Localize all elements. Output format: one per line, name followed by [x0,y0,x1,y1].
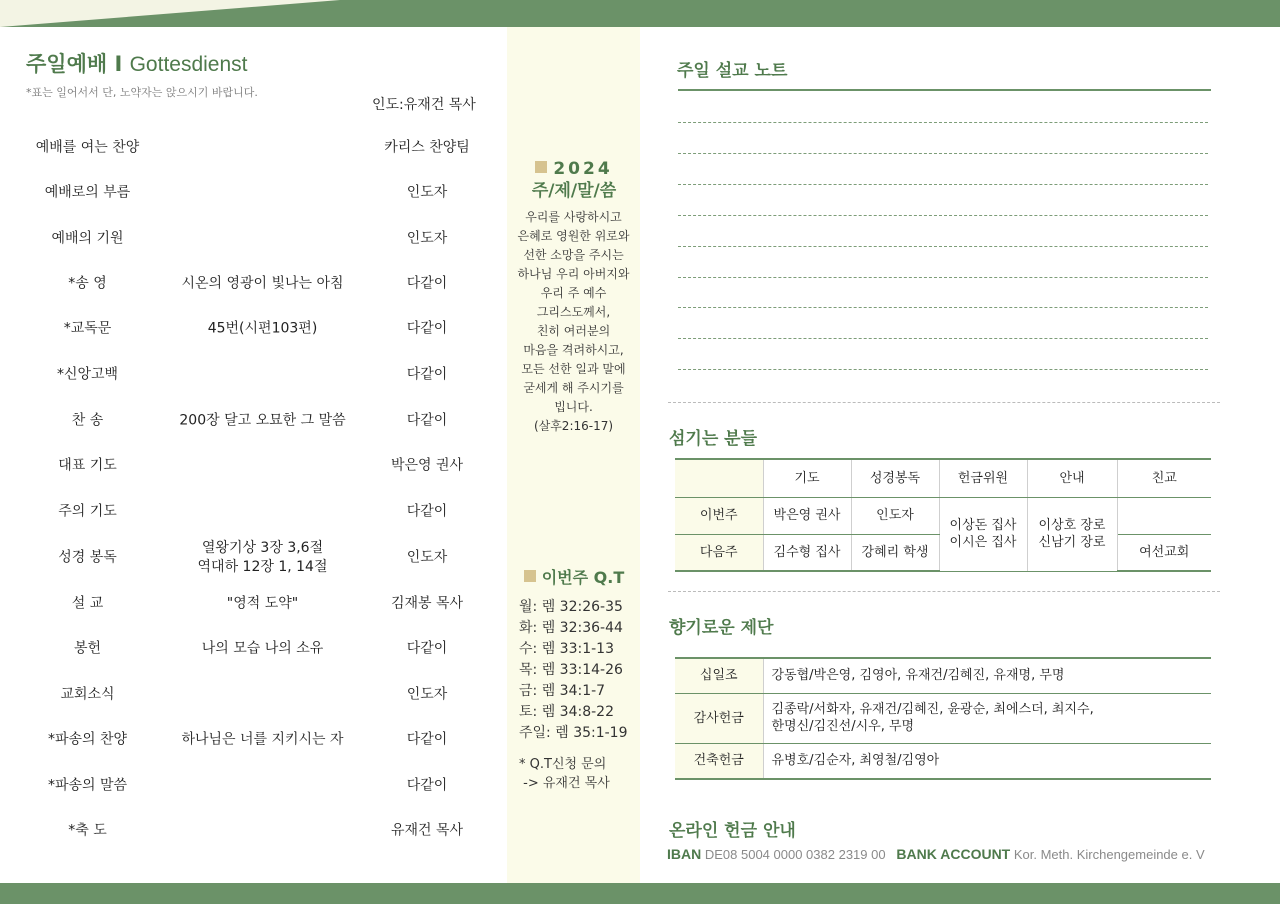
theme-verse: 우리를 사랑하시고 은혜로 영원한 위로와 선한 소망을 주시는 하나님 우리 아버지와 우리 주 예수 그리스도께서, 친히 여러분의 마음을 격려하시고, 모든 선한 일과 말에 굳세게 해 주시기를 빕니다. (살후2:16-17) [517,210,630,433]
theme-heading [512,158,636,202]
offering-row [675,658,1211,693]
offerings-title: 향기로운 제단 [669,618,774,638]
note-line[interactable] [678,122,1208,123]
worship-leader: 인도:유재건 목사 [372,97,476,113]
prayer-this-week: 박은영 권사 [763,497,851,534]
col-header: 성경봉독 [851,459,939,497]
bottom-band [0,883,1280,904]
offering-row [675,693,1211,743]
theme-year: 2024 [553,159,613,179]
order-row: *축 도 유재건 목사 [68,822,464,839]
online-giving-title: 온라인 헌금 안내 [669,821,796,841]
order-row: *신앙고백 다같이 [56,366,448,383]
iban-label: IBAN [667,846,702,862]
top-corner-wedge [0,0,340,27]
table-corner [675,459,763,497]
qt-day: 금: 렘 34:1-7 [519,683,606,699]
prayer-next-week: 김수형 집사 [763,534,851,571]
order-row: *송 영 시온의 영광이 빛나는 아침 다같이 [68,275,448,292]
scripture-reading-refs: 열왕기상 3장 3,6절 역대하 12장 1, 14절 [197,540,328,575]
worship-note: *표는 일어서서 단, 노약자는 앉으시기 바랍니다. [26,86,258,99]
servers-title: 섬기는 분들 [669,429,758,449]
offering-names: 유병호/김순자, 최영철/김영아 [763,743,1211,779]
account-label: BANK ACCOUNT [896,846,1011,862]
offering-label: 감사헌금 [675,693,763,743]
fellowship-this-week [1117,497,1211,534]
section-divider [668,402,1220,403]
bank-details [667,846,1205,862]
note-line[interactable] [678,338,1208,339]
square-bullet-icon [524,570,536,582]
sermon-notes-rule [678,89,1211,91]
note-line[interactable] [678,369,1208,370]
order-row: *파송의 찬양 하나님은 너를 지키시는 자 다같이 [47,731,448,748]
qt-contact-note: * Q.T신청 문의 -> 유재건 목사 [519,757,610,791]
servers-header-row [675,459,1211,497]
account-value: Kor. Meth. Kirchengemeinde e. V [1013,847,1205,862]
order-row: 교회소식 인도자 [60,686,448,703]
order-row: 예배로의 부름 인도자 [44,184,448,201]
order-row: *교독문 45번(시편103편) 다같이 [63,320,448,337]
qt-day: 수: 렘 33:1-13 [519,641,614,657]
order-row: 설 교 "영적 도약" 김재봉 목사 [71,595,464,612]
qt-day: 토: 렘 34:8-22 [519,704,614,720]
note-line[interactable] [678,215,1208,216]
servers-table [675,458,1211,572]
order-row: 예배를 여는 찬양 카리스 찬양팀 [35,139,470,156]
worship-title: 주일예배 I Gottesdienst [26,52,248,76]
order-row: 찬 송 200장 달고 오묘한 그 말씀 다같이 [71,412,448,429]
reading-this-week: 인도자 [851,497,939,534]
row-label: 다음주 [675,534,763,571]
note-line[interactable] [678,307,1208,308]
section-divider [668,591,1220,592]
col-header: 기도 [763,459,851,497]
order-row: 주의 기도 다같이 [58,503,448,520]
offering-label: 십일조 [675,658,763,693]
usher-team: 이상호 장로 신남기 장로 [1027,497,1117,571]
note-line[interactable] [678,184,1208,185]
offering-names: 강동협/박은영, 김영아, 유재건/김혜진, 유재명, 무명 [763,658,1211,693]
col-header: 안내 [1027,459,1117,497]
qt-reading-list [519,597,628,744]
sermon-notes-title: 주일 설교 노트 [677,61,788,81]
row-label: 이번주 [675,497,763,534]
qt-day: 화: 렘 32:36-44 [519,620,623,636]
col-header: 친교 [1117,459,1211,497]
qt-day: 월: 렘 32:26-35 [519,599,623,615]
square-bullet-icon [535,161,547,173]
order-row: 대표 기도 박은영 권사 [58,457,464,474]
qt-day: 주일: 렘 35:1-19 [519,725,628,741]
col-header: 헌금위원 [939,459,1027,497]
offering-row [675,743,1211,779]
note-line[interactable] [678,153,1208,154]
reading-next-week: 강혜리 학생 [851,534,939,571]
order-row: 봉헌 나의 모습 나의 소유 다같이 [73,640,448,657]
worship-title-latin: Gottesdienst [129,53,248,76]
order-row: 성경 봉독 열왕기상 3장 3,6절 역대하 12장 1, 14절 인도자 [58,540,448,575]
servers-this-week-row [675,497,1211,534]
qt-heading: 이번주 Q.T [512,568,636,588]
order-row: *파송의 말씀 다같이 [47,777,448,794]
offering-team: 이상돈 집사 이시은 집사 [939,497,1027,571]
order-row: 예배의 기원 인도자 [51,230,448,247]
note-line[interactable] [678,246,1208,247]
qt-day: 목: 렘 33:14-26 [519,662,623,678]
offering-names: 김종락/서화자, 유재건/김혜진, 윤광순, 최에스더, 최지수, 한명신/김진선/시우, 무명 [763,693,1211,743]
offerings-table [675,657,1211,780]
theme-heading-text: 주/제/말/씀 [531,181,617,201]
note-line[interactable] [678,277,1208,278]
iban-value: DE08 5004 0000 0382 2319 00 [704,847,886,862]
offering-label: 건축헌금 [675,743,763,779]
fellowship-next-week: 여선교회 [1117,534,1211,571]
